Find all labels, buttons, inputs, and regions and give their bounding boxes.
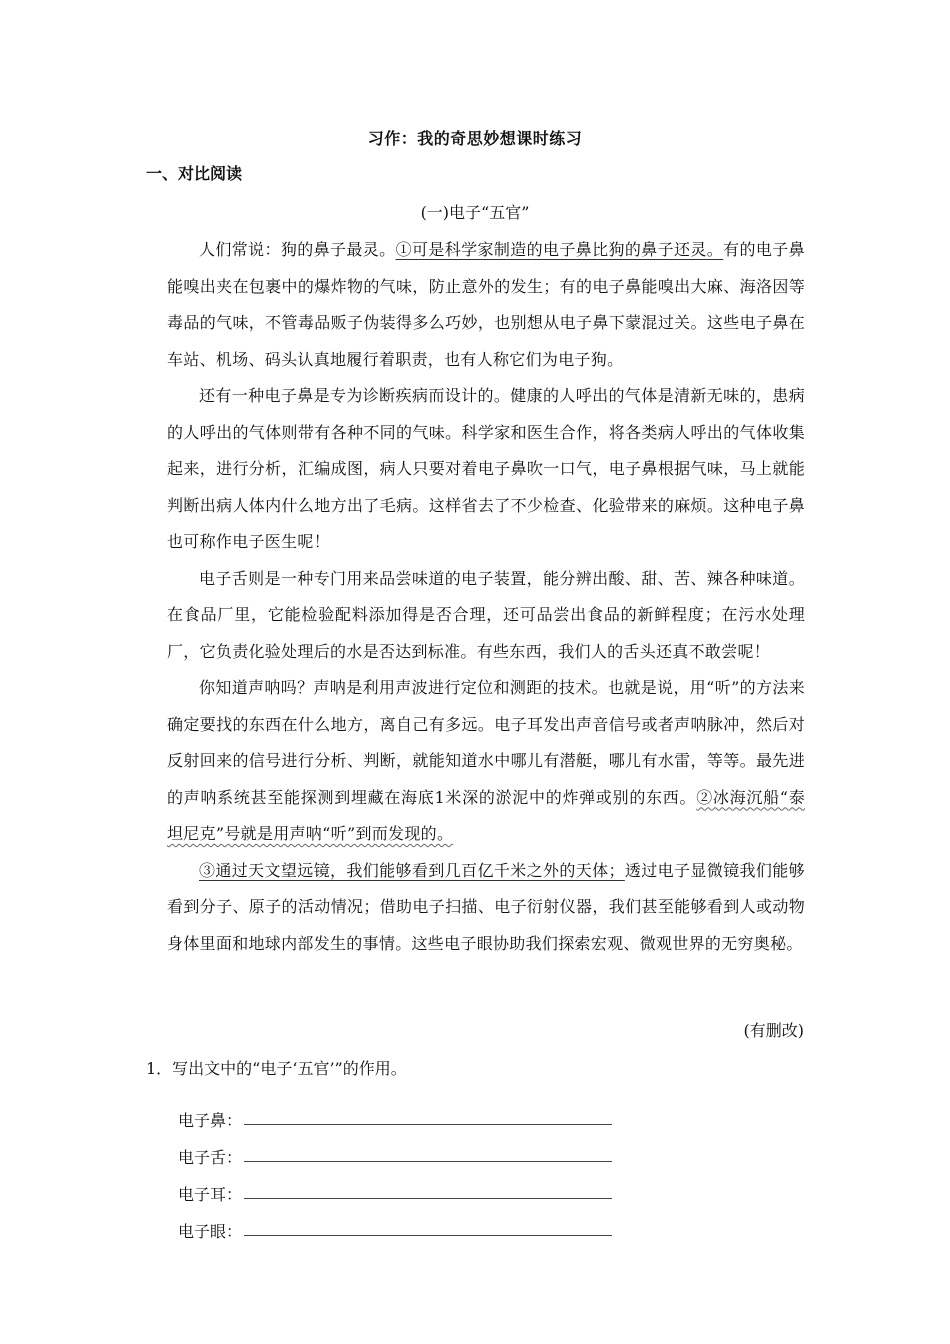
page-title: 习作：我的奇思妙想课时练习 bbox=[367, 129, 583, 148]
answer-blank[interactable] bbox=[244, 1102, 612, 1125]
paragraph-2: 还有一种电子鼻是专为诊断疾病而设计的。健康的人呼出的气体是清新无味的，患病的人呼出的气体则带有各种不同的气味。科学家和医生合作，将各类病人呼出的气体收集起来，进行分析，汇编成图，病人只要对着电子鼻吹一口气，电子鼻根据气味，马上就能判断出病人体内什么地方出了毛病。这样省去了不少检查、化验带来的麻烦。这种电子鼻也可称作电子医生呢！ bbox=[167, 386, 805, 551]
paragraph-5 bbox=[167, 853, 805, 963]
answer-label: 电子鼻： bbox=[178, 1111, 243, 1130]
passage-title: (一)电子“五官” bbox=[420, 203, 530, 222]
answer-label: 电子眼： bbox=[178, 1222, 243, 1241]
text-span: 有的电子鼻能嗅出夹在包裹中的爆炸物的气味，防止意外的发生；有的电子鼻能嗅出大麻、海洛因等毒品的气味，不管毒品贩子伪装得多么巧妙，也别想从电子鼻下蒙混过关。这些电子鼻在车站、机场、码头认真地履行着职责，也有人称它们为电子狗。 bbox=[167, 240, 805, 369]
underlined-sentence-1: ①可是科学家制造的电子鼻比狗的鼻子还灵。 bbox=[395, 240, 724, 259]
answer-blank[interactable] bbox=[244, 1139, 612, 1162]
answer-blank[interactable] bbox=[244, 1176, 612, 1199]
answer-row-nose bbox=[178, 1094, 612, 1131]
answer-row-tongue bbox=[178, 1131, 612, 1168]
answer-row-eye bbox=[178, 1205, 612, 1242]
underlined-sentence-3: ③通过天文望远镜，我们能够看到几百亿千米之外的天体； bbox=[199, 860, 625, 880]
underlined-sentence-2: ②冰海沉船“泰坦尼克”号就是用声呐“听”到而发现的。 bbox=[167, 787, 805, 843]
text-span: 你知道声呐吗？声呐是利用声波进行定位和测距的技术。也就是说，用“听”的方法来确定要找的东西在什么地方，离自己有多远。电子耳发出声音信号或者声呐脉冲，然后对反射回来的信号进行分析、判断，就能知道水中哪儿有潜艇，哪儿有水雷，等等。最先进的声呐系统甚至能探测到埋藏在海底1米深的淤泥中的炸弹或别的东西。 bbox=[167, 678, 805, 807]
section-heading: 一、对比阅读 bbox=[146, 164, 243, 183]
paragraph-3: 电子舌则是一种专门用来品尝味道的电子装置，能分辨出酸、甜、苦、辣各种味道。在食品厂里，它能检验配料添加得是否合理，还可品尝出食品的新鲜程度；在污水处理厂，它负责化验处理后的水是否达到标准。有些东西，我们人的舌头还真不敢尝呢！ bbox=[167, 568, 805, 661]
paragraph-4 bbox=[167, 670, 805, 853]
question-1: 1．写出文中的“电子‘五官’”的作用。 bbox=[146, 1059, 407, 1078]
text-span: 透过电子显微镜我们能够看到分子、原子的活动情况；借助电子扫描、电子衍射仪器，我们甚至能够看到人或动物身体里面和地球内部发生的事情。这些电子眼协助我们探索宏观、微观世界的无穷奥秘。 bbox=[167, 860, 805, 953]
answer-label: 电子舌： bbox=[178, 1148, 243, 1167]
text-span: 人们常说：狗的鼻子最灵。 bbox=[199, 240, 396, 259]
passage-body bbox=[167, 232, 805, 962]
answer-blank[interactable] bbox=[244, 1213, 612, 1236]
answer-row-ear bbox=[178, 1168, 612, 1205]
paragraph-1 bbox=[167, 232, 805, 378]
answer-label: 电子耳： bbox=[178, 1185, 243, 1204]
answer-list bbox=[178, 1094, 612, 1242]
source-note: (有删改) bbox=[743, 1021, 804, 1040]
